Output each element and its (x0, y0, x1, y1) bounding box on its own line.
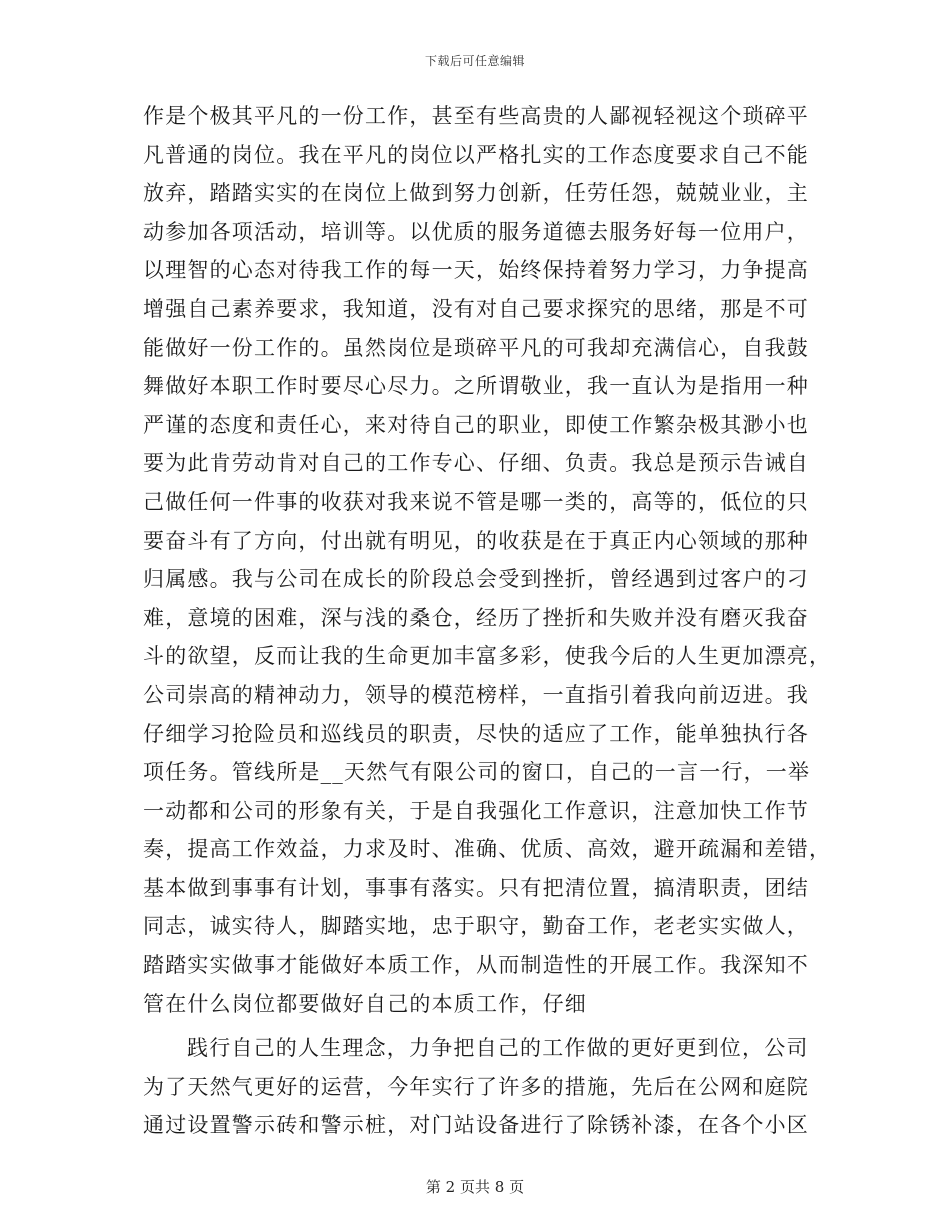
page-number: 第 2 页共 8 页 (425, 1178, 525, 1196)
text-line: 一动都和公司的形象有关，于是自我强化工作意识，注意加快工作节 (143, 798, 809, 823)
text-line: 以理智的心态对待我工作的每一天，始终保持着努力学习，力争提高 (143, 258, 809, 283)
document-body (143, 97, 832, 1145)
text-line: 奏，提高工作效益，力求及时、准确、优质、高效，避开疏漏和差错， (143, 837, 832, 862)
text-line: 要为此肯劳动肯对自己的工作专心、仔细、负责。我总是预示告诫自 (143, 451, 809, 476)
text-line: 项任务。管线所是__天然气有限公司的窗口，自己的一言一行，一举 (143, 760, 811, 785)
text-line: 践行自己的人生理念，力争把自己的工作做的更好更到位，公司 (187, 1036, 809, 1061)
text-line: 斗的欲望，反而让我的生命更加丰富多彩，使我今后的人生更加漂亮， (143, 644, 832, 669)
paragraph (143, 97, 832, 1023)
text-line: 舞做好本职工作时要尽心尽力。之所谓敬业，我一直认为是指用一种 (143, 374, 809, 399)
text-line: 己做任何一件事的收获对我来说不管是哪一类的，高等的，低位的只 (143, 489, 809, 514)
text-line: 放弃，踏踏实实的在岗位上做到努力创新，任劳任怨，兢兢业业，主 (143, 181, 809, 206)
page-header: 下载后可任意编辑 (424, 54, 525, 68)
text-line: 作是个极其平凡的一份工作，甚至有些高贵的人鄙视轻视这个琐碎平 (143, 104, 809, 128)
text-line: 要奋斗有了方向，付出就有明见，的收获是在于真正内心领域的那种 (143, 528, 809, 553)
text-line: 通过设置警示砖和警示桩，对门站设备进行了除锈补漆，在各个小区 (143, 1113, 809, 1138)
text-line: 严谨的态度和责任心，来对待自己的职业，即使工作繁杂极其渺小也 (143, 412, 809, 437)
text-line: 难，意境的困难，深与浅的桑仓，经历了挫折和失败并没有磨灭我奋 (143, 605, 809, 630)
text-line: 同志，诚实待人，脚踏实地，忠于职守，勤奋工作，老老实实做人， (143, 914, 809, 939)
text-line: 管在什么岗位都要做好自己的本质工作，仔细 (143, 991, 587, 1016)
text-line: 能做好一份工作的。虽然岗位是琐碎平凡的可我却充满信心，自我鼓 (143, 335, 809, 360)
text-line: 仔细学习抢险员和巡线员的职责，尽快的适应了工作，能单独执行各 (143, 721, 809, 746)
text-line: 凡普通的岗位。我在平凡的岗位以严格扎实的工作态度要求自己不能 (143, 142, 809, 167)
text-line: 基本做到事事有计划，事事有落实。只有把清位置，搞清职责，团结 (143, 875, 809, 900)
text-line: 踏踏实实做事才能做好本质工作，从而制造性的开展工作。我深知不 (143, 953, 809, 978)
text-line: 归属感。我与公司在成长的阶段总会受到挫折，曾经遇到过客户的刁 (143, 567, 809, 592)
text-line: 公司崇高的精神动力，领导的模范榜样，一直指引着我向前迈进。我 (143, 682, 809, 707)
text-line: 动参加各项活动，培训等。以优质的服务道德去服务好每一位用户， (143, 219, 809, 244)
text-line: 增强自己素养要求，我知道，没有对自己要求探究的思绪，那是不可 (143, 296, 809, 321)
paragraph (143, 1029, 815, 1145)
text-line: 为了天然气更好的运营，今年实行了许多的措施，先后在公网和庭院 (143, 1074, 809, 1099)
